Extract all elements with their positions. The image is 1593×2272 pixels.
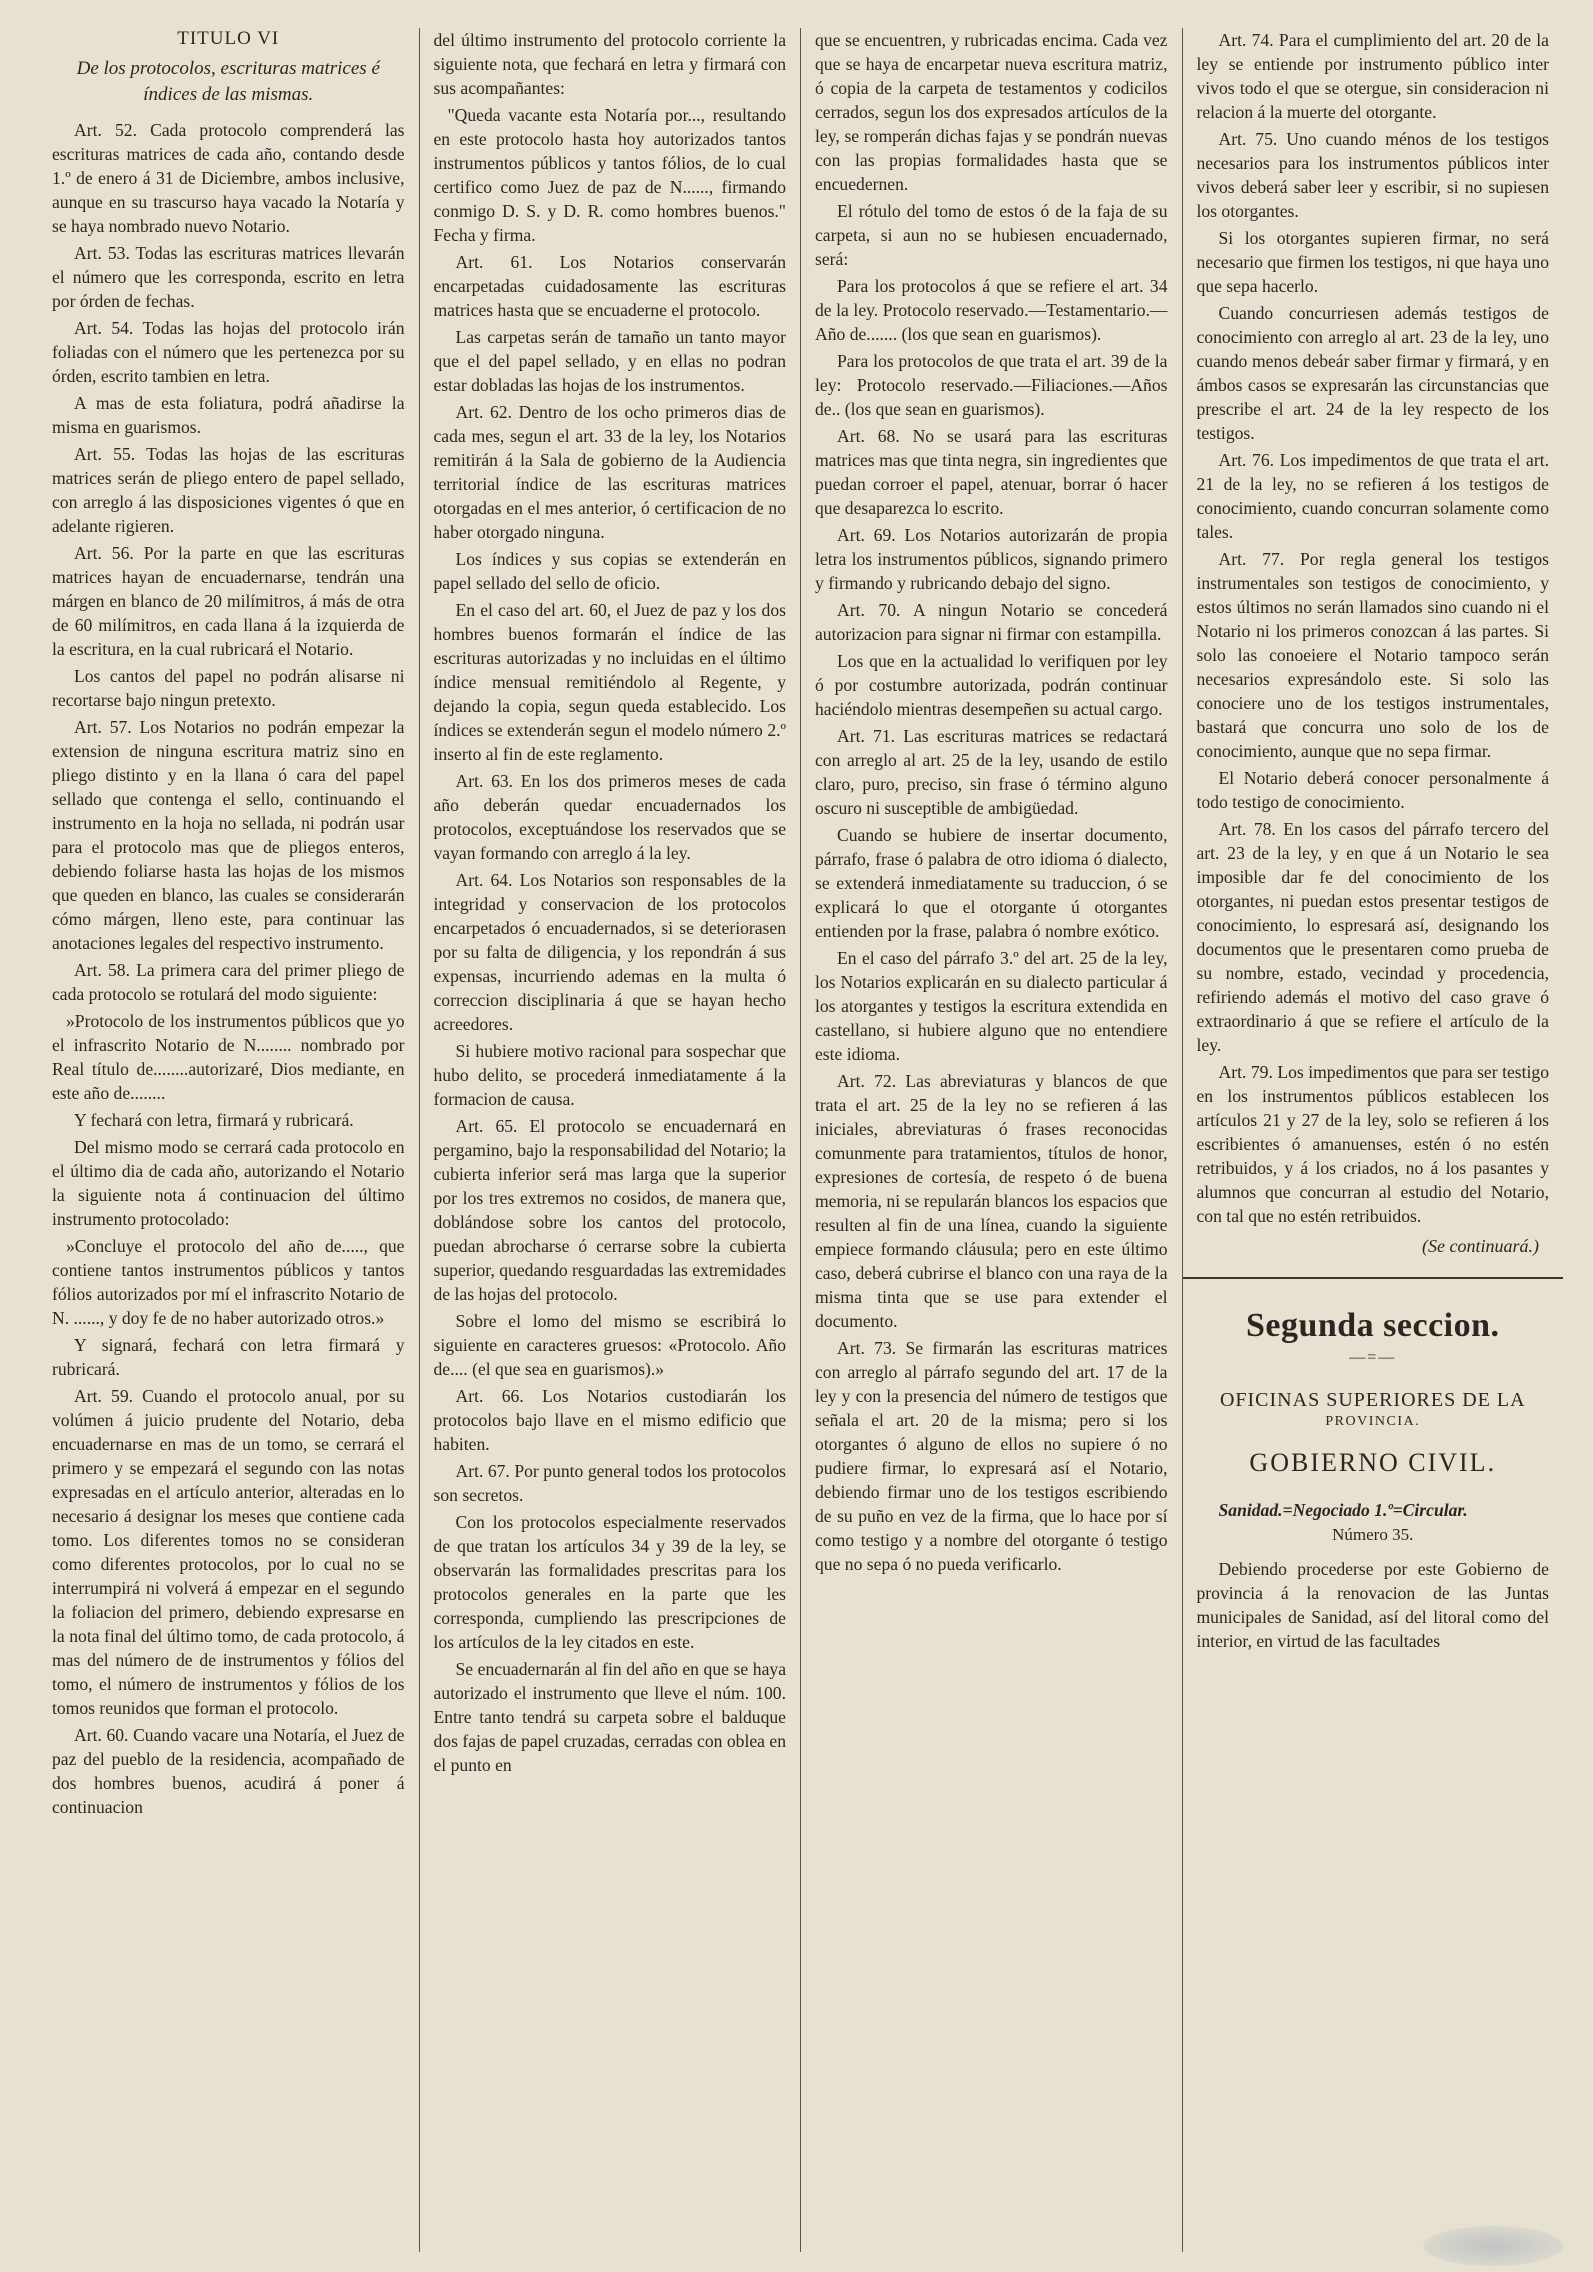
paragraph: Si hubiere motivo racional para sospechar que hubo delito, se procederá inmediatamente á la formacion de causa. — [433, 1041, 786, 1109]
column-1 — [38, 28, 419, 2252]
paragraph: Art. 77. Por regla general los testigos instrumentales son testigos de conocimiento, y estos últimos no serán llamados sino cuando ni el Notario ni los primeros conozcan á las partes. Si solo las conoeiere el Notario tampoco serán necesarios expresándolo este. Si solo las conociere uno de los testigos instrumentales, bastará que concurra uno solo de los de conocimiento, aunque que no sepa firmar. — [1196, 549, 1549, 761]
paragraph: Art. 74. Para el cumplimiento del art. 20 de la ley se entiende por instrumento público inter vivos todo el que se otergue, sin consideracion ni relacion á la muerte del otorgante. — [1196, 30, 1549, 122]
paragraph: "Queda vacante esta Notaría por..., resultando en este protocolo hasta hoy autorizados tantos instrumentos públicos y tantos fólios, de lo cual certifico como Juez de paz de N......, firmando conmigo D. S. y D. R. como hombres buenos." Fecha y firma. — [433, 105, 786, 245]
paragraph: En el caso del art. 60, el Juez de paz y los dos hombres buenos formarán el índice de las escrituras autorizadas y no incluidas en el último índice mensual remitiéndolo al Regente, y dejando la copia, segun queda establecido. Los índices se extenderán segun el modelo número 2.º inserto al fin de este reglamento. — [433, 600, 786, 764]
offices-heading: OFICINAS SUPERIORES DE LA — [1219, 1389, 1526, 1411]
paragraph: Art. 67. Por punto general todos los protocolos son secretos. — [433, 1461, 786, 1505]
continued-note: (Se continuará.) — [1422, 1236, 1539, 1256]
paragraph: Para los protocolos á que se refiere el art. 34 de la ley. Protocolo reservado.—Testamentario.—Año de....... (los que sean en guarismos). — [815, 276, 1168, 344]
paragraph: Las carpetas serán de tamaño un tanto mayor que el del papel sellado, y en ellas no podran estar dobladas las hojas de los instrumentos. — [433, 327, 786, 395]
title-heading: TITULO VI — [177, 28, 280, 49]
paragraph: Art. 64. Los Notarios son responsables de la integridad y conservacion de los protocolos encarpetados ó encuadernados, si se deteriorasen por su falta de diligencia, y los repondrán á sus expensas, incurriendo ademas en la multa ó correccion disciplinaria á que se hayan hecho acreedores. — [433, 870, 786, 1034]
paragraph: Art. 57. Los Notarios no podrán empezar la extension de ninguna escritura matriz sino en pliego distinto y en la llana ó cara del papel sellado que contenga el sello, continuando el instrumento en la hoja no sellada, ni podrán usar para el protocolo mas que de pliegos enteros, debiendo foliarse hasta las hojas de los mismos que queden en blanco, las cuales se considerarán cómo márgen, lleno este, para continuar las anotaciones legales del respectivo instrumento. — [52, 717, 405, 953]
paragraph: Art. 72. Las abreviaturas y blancos de que trata el art. 25 de la ley no se refieren á las iniciales, abreviaturas ó frases reconocidas comunmente para tratamientos, títulos de honor, expresiones de cortesía, de respeto ó de buena memoria, ni se repularán blancos los espacios que resulten al fin de una línea, cuando la siguiente empiece formando cláusula; pero en este último caso, deberá cubrirse el blanco con una raya de la misma tinta que se use para extender el documento. — [815, 1071, 1168, 1331]
paragraph: Art. 58. La primera cara del primer pliego de cada protocolo se rotulará del modo siguiente: — [52, 960, 405, 1004]
paragraph: Art. 69. Los Notarios autorizarán de propia letra los instrumentos públicos, signando primero y firmando y rubricando debajo del signo. — [815, 525, 1168, 593]
paragraph: Art. 55. Todas las hojas de las escrituras matrices serán de pliego entero de papel sellado, con arreglo á las disposiciones vigentes ó que en adelante rigieren. — [52, 444, 405, 536]
paragraph: Los cantos del papel no podrán alisarse ni recortarse bajo ningun pretexto. — [52, 666, 405, 710]
government-heading: GOBIERNO CIVIL. — [1249, 1448, 1497, 1477]
paragraph: Sobre el lomo del mismo se escribirá lo siguiente en caracteres gruesos: «Protocolo. Año de.... (el que sea en guarismos).» — [433, 1311, 786, 1379]
paragraph: Y signará, fechará con letra firmará y rubricará. — [52, 1335, 405, 1379]
department-line: Sanidad.=Negociado 1.º=Circular. — [1218, 1500, 1468, 1520]
paragraph: Art. 52. Cada protocolo comprenderá las escrituras matrices de cada año, contando desde 1.º de enero á 31 de Diciembre, ambos inclusive, aunque en su trascurso haya vacado la Notaría y se haya nombrado nuevo Notario. — [52, 120, 405, 236]
column-4 — [1182, 28, 1564, 2252]
paragraph: Y fechará con letra, firmará y rubricará. — [74, 1110, 354, 1130]
paragraph: »Concluye el protocolo del año de....., que contiene tantos instrumentos públicos y tantos fólios autorizados por mí el infrascrito Notario de N. ......, y doy fe de no haber autorizado otros.» — [52, 1236, 405, 1328]
ornament-rule: —=— — [1349, 1349, 1397, 1366]
offices-subheading: PROVINCIA. — [1325, 1414, 1421, 1429]
paragraph: Del mismo modo se cerrará cada protocolo en el último dia de cada año, autorizando el Notario la siguiente nota á continuacion del último instrumento protocolado: — [52, 1137, 405, 1229]
paragraph: Art. 73. Se firmarán las escrituras matrices con arreglo al párrafo segundo del art. 17 de la ley y con la presencia del número de testigos que señala el art. 20 de la misma; pero si los otorgantes ó alguno de ellos no supiere ó no pudiere firmar, lo expresará así el Notario, debiendo firmar uno de los testigos escribiendo de su puño en vez de la firma, que lo hace por sí como testigo y a nombre del otorgante ó testigo que no sepa ó no pueda verificarlo. — [815, 1338, 1168, 1574]
paragraph: Art. 61. Los Notarios conservarán encarpetadas cuidadosamente las escrituras matrices hasta que se encuaderne el protocolo. — [433, 252, 786, 320]
paragraph: Art. 59. Cuando el protocolo anual, por su volúmen á juicio prudente del Notario, deba encuadernarse en mas de un tomo, se cerrará el primero y se empezará el segundo con las notas expresadas en el artículo anterior, alteradas en lo necesario á designar los meses que contiene cada tomo. Los diferentes tomos no se consideran como diferentes protocolos, por lo cual no se interrumpirá ni volverá á empezar en el segundo la foliacion del primero, debiendo expresarse en la nota final del último tomo, de cada protocolo, á mas del número de de instrumentos y fólios del tomo, el número de instrumentos y fólios de los tomos reunidos que forman el protocolo. — [52, 1386, 405, 1718]
columns — [38, 28, 1563, 2252]
paragraph: Art. 54. Todas las hojas del protocolo irán foliadas con el número que les pertenezca por su órden, escrito tambien en letra. — [52, 318, 405, 386]
paragraph: del último instrumento del protocolo corriente la siguiente nota, que fechará en letra y firmará con sus acompañantes: — [433, 30, 786, 98]
paragraph: A mas de esta foliatura, podrá añadirse la misma en guarismos. — [52, 393, 405, 437]
paragraph: Art. 62. Dentro de los ocho primeros dias de cada mes, segun el art. 33 de la ley, los Notarios remitirán á la Sala de gobierno de la Audiencia territorial índice de las escrituras matrices otorgadas en el mes anterior, ó certificacion de no haber otorgado ninguna. — [433, 402, 786, 542]
paragraph: Con los protocolos especialmente reservados de que tratan los artículos 34 y 39 de la ley, se observarán las formalidades prescritas para los protocolos generales en la parte que les corresponda, cumpliendo las prescripciones de los artículos de la ley citados en este. — [433, 1512, 786, 1652]
paragraph: Art. 63. En los dos primeros meses de cada año deberán quedar encuadernados los protocolos, exceptuándose los reservados que se vayan formando con arreglo á la ley. — [433, 771, 786, 863]
paragraph: Para los protocolos de que trata el art. 39 de la ley: Protocolo reservado.—Filiaciones.—Años de.. (los que sean en guarismos). — [815, 351, 1168, 419]
paragraph: Art. 65. El protocolo se encuadernará en pergamino, bajo la responsabilidad del Notario; la cubierta inferior será mas larga que la superior por los tres extremos no cosidos, de manera que, doblándose sobre los cantos del protocolo, puedan abrocharse ó cerrarse sobre la cubierta superior, quedando resguardadas las extremidades de las hojas del protocolo. — [433, 1116, 787, 1304]
title-subtitle: De los protocolos, escrituras matrices é índices de las mismas. — [76, 58, 380, 105]
circular-number: Número 35. — [1332, 1525, 1414, 1544]
paragraph: Art. 71. Las escrituras matrices se redactará con arreglo al art. 25 de la ley, usando de estilo claro, puro, preciso, sin frase ó término alguno oscuro ni susceptible de ambigüedad. — [815, 726, 1168, 818]
section-heading: Segunda seccion. — [1245, 1307, 1500, 1344]
paragraph: En el caso del párrafo 3.º del art. 25 de la ley, los Notarios explicarán en su dialecto particular á los atorgantes y testigos la escritura extendida en castellano, si hubiere alguno que no entendiere este idioma. — [815, 948, 1168, 1064]
paragraph: Cuando se hubiere de insertar documento, párrafo, frase ó palabra de otro idioma ó dialecto, se extenderá inmediatamente su traduccion, ó se explicará lo que el otorgante ú otorgantes entienden por la frase, palabra ó nombre exótico. — [815, 825, 1168, 941]
paragraph: que se encuentren, y rubricadas encima. Cada vez que se haya de encarpetar nueva escritura matriz, ó copia de la carpeta de testamentos y codicilos cerrados, segun los dos expresados artículos de la ley, se romperán dichas fajas y se pondrán nuevas con las propias formalidades hasta que se encuedernen. — [815, 30, 1168, 194]
paragraph: Debiendo procederse por este Gobierno de provincia á la renovacion de las Juntas municipales de Sanidad, así del litoral como del interior, en virtud de las facultades — [1196, 1559, 1549, 1651]
paragraph: Los que en la actualidad lo verifiquen por ley ó por costumbre autorizada, podrán continuar haciéndolo mientras desempeñen su actual cargo. — [815, 651, 1168, 719]
paragraph: Cuando concurriesen además testigos de conocimiento con arreglo al art. 23 de la ley, uno cuando menos debeár saber firmar y firmará, y en ámbos casos se expresarán las circunstancias que prescribe el art. 24 de la ley respecto de los testigos. — [1196, 303, 1549, 443]
paragraph: Art. 60. Cuando vacare una Notaría, el Juez de paz del pueblo de la residencia, acompañado de dos hombres buenos, acudirá á poner á continuacion — [52, 1725, 405, 1817]
paragraph: Art. 66. Los Notarios custodiarán los protocolos bajo llave en el mismo edificio que habiten. — [433, 1386, 786, 1454]
paragraph: Art. 56. Por la parte en que las escrituras matrices hayan de encuadernarse, tendrán una márgen en blanco de 20 milímitros, á más de otra de 60 milímitros, en cada llana á la izquierda de la escritura, en la cual rubricará el Notario. — [52, 543, 405, 659]
paragraph: Se encuadernarán al fin del año en que se haya autorizado el instrumento que lleve el núm. 100. Entre tanto tendrá su carpeta sobre el balduque dos fajas de papel cruzadas, cerradas con oblea en el punto en — [433, 1659, 786, 1775]
column-2 — [419, 28, 801, 2252]
paragraph: Art. 79. Los impedimentos que para ser testigo en los instrumentos públicos establecen los artículos 21 y 27 de la ley, solo se refieren á los escribientes ó amanuenses, estén ó no estén retribuidos, y á los criados, no á los pasantes y alumnos que concurran al estudio del Notario, con tal que no estén retribuidos. — [1196, 1062, 1549, 1226]
paragraph: Si los otorgantes supieren firmar, no será necesario que firmen los testigos, ni que haya uno que sepa hacerlo. — [1196, 228, 1549, 296]
paragraph: Art. 68. No se usará para las escrituras matrices mas que tinta negra, sin ingredientes que puedan corroer el papel, atenuar, borrar ó hacer que desaparezca lo escrito. — [815, 426, 1168, 518]
paragraph: »Protocolo de los instrumentos públicos que yo el infrascrito Notario de N........ nombrado por Real título de........autorizaré, Dios mediante, en este año de........ — [52, 1011, 405, 1103]
paragraph: El rótulo del tomo de estos ó de la faja de su carpeta, si aun no se hubiesen encuadernado, será: — [815, 201, 1168, 269]
column-3 — [800, 28, 1182, 2252]
watermark-stain — [1423, 2226, 1563, 2266]
paragraph: Los índices y sus copias se extenderán en papel sellado del sello de oficio. — [433, 549, 786, 593]
paragraph: El Notario deberá conocer personalmente á todo testigo de conocimiento. — [1196, 768, 1549, 812]
paragraph: Art. 75. Uno cuando ménos de los testigos necesarios para los instrumentos públicos inter vivos deberá saber leer y escribir, si no supiesen los otorgantes. — [1196, 129, 1549, 221]
paragraph: Art. 53. Todas las escrituras matrices llevarán el número que les corresponda, escrito en letra por órden de fechas. — [52, 243, 405, 311]
paragraph: Art. 70. A ningun Notario se concederá autorizacion para signar ni firmar con estampilla. — [815, 600, 1168, 644]
paragraph: Art. 76. Los impedimentos de que trata el art. 21 de la ley, no se refieren á los testigos de conocimiento, cuando concurran solamente como tales. — [1196, 450, 1549, 542]
section-divider — [1183, 1277, 1564, 1279]
paragraph: Art. 78. En los casos del párrafo tercero del art. 23 de la ley, y en que á un Notario le sea imposible dar fe del conocimiento de los otorgantes, ni puedan estos presentar testigos de conocimiento, lo espresará así, designando los documentos que le presentaren como prueba de su nombre, estado, vecindad y procedencia, refiriendo además el motivo del caso grave ó extraordinario á que se refiere el artículo de la ley. — [1196, 819, 1549, 1055]
